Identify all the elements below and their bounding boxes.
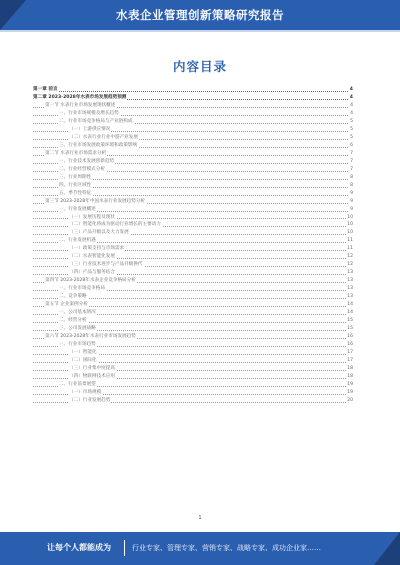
toc-entry-page: 13 xyxy=(347,286,353,292)
toc-entry-page: 7 xyxy=(350,158,353,164)
toc-entry-page: 17 xyxy=(347,349,353,355)
toc-entry-page: 11 xyxy=(347,246,353,252)
footer-accent xyxy=(374,532,400,565)
toc-entry-page: 18 xyxy=(347,365,353,371)
toc-entry-title: 一、行业市场竞争格局 xyxy=(59,286,105,292)
toc-entry-page: 15 xyxy=(347,326,353,332)
toc-entry-page: 7 xyxy=(350,150,353,156)
toc-entry-title: （二）行业发展趋势 xyxy=(69,397,111,403)
toc-entry-page: 19 xyxy=(347,389,353,395)
toc-entry[interactable] xyxy=(33,309,353,317)
toc-entry-title: 一、公司基本情况 xyxy=(59,310,96,316)
toc-entry-page: 6 xyxy=(350,142,353,148)
toc-entry-title: （二）水表智能化发展 xyxy=(69,254,115,260)
toc-heading: 内容目录 xyxy=(172,59,227,74)
toc-entry-title: （三）产品升级以及大力发展 xyxy=(69,230,129,236)
toc-entry-title: 第一节 水表行业市场发展现状概述 xyxy=(45,102,116,108)
toc-entry-title: 第六节 2023-2028年水表行业市场发展趋势 xyxy=(45,334,136,340)
toc-entry[interactable] xyxy=(33,166,353,174)
toc-entry-page: 13 xyxy=(347,278,353,284)
toc-entry[interactable] xyxy=(33,333,353,341)
toc-entry-page: 15 xyxy=(347,318,353,324)
toc-entry-title: 二、竞争策略 xyxy=(59,294,87,300)
toc-entry-title: （一）市场规模 xyxy=(69,389,102,395)
toc-entry[interactable] xyxy=(33,158,353,166)
toc-entry-title: 三、行业市场发展政策环境和政策影响 xyxy=(59,142,138,148)
toc-entry[interactable] xyxy=(33,373,353,381)
toc-entry-page: 4 xyxy=(350,102,353,108)
toc-entry[interactable] xyxy=(33,397,353,405)
toc-entry[interactable] xyxy=(33,237,353,245)
toc-entry[interactable] xyxy=(33,110,353,118)
toc-entry-page: 9 xyxy=(350,206,353,212)
toc-entry-title: 二、经营分析 xyxy=(59,318,87,324)
toc-entry[interactable] xyxy=(33,94,353,102)
toc-entry-title: 第五节 企业案例分析 xyxy=(45,302,88,308)
document-title: 水表企业管理创新策略研究报告 xyxy=(116,8,284,22)
toc-entry-title: （一）政策支持与市场需求 xyxy=(69,246,125,252)
toc-entry-title: 二、行业前景展望 xyxy=(59,381,96,387)
toc-entry-page: 12 xyxy=(347,262,353,268)
toc-entry-page: 10 xyxy=(347,214,353,220)
toc-entry-title: （三）行业集中度提高 xyxy=(69,365,115,371)
toc-entry[interactable] xyxy=(33,341,353,349)
toc-entry-title: 一、行业发展概述 xyxy=(59,206,96,212)
toc-entry-page: 10 xyxy=(347,230,353,236)
toc-entry-page: 13 xyxy=(347,294,353,300)
footer-divider xyxy=(124,540,125,556)
toc-entry-page: 20 xyxy=(347,397,353,403)
toc-entry-page: 4 xyxy=(349,94,353,100)
toc-entry-page: 11 xyxy=(347,238,353,244)
footer-roles: 行业专家、管理专家、营销专家、战略专家、成功企业家…… xyxy=(132,544,321,552)
toc-entry[interactable] xyxy=(33,214,353,222)
toc-entry-page: 12 xyxy=(347,254,353,260)
toc-entry[interactable] xyxy=(33,269,353,277)
toc-entry[interactable] xyxy=(33,182,353,190)
toc-entry-page: 16 xyxy=(347,342,353,347)
toc-entry[interactable] xyxy=(33,261,353,269)
toc-entry-title: （二）国际化 xyxy=(69,357,97,363)
toc-entry[interactable] xyxy=(33,102,353,110)
toc-entry-title: （三）行业技术进步与产品升级换代 xyxy=(69,262,143,268)
toc-entry[interactable] xyxy=(33,174,353,182)
toc-entry-title: 一、行业市场趋势 xyxy=(59,342,96,347)
toc-entry-page: 9 xyxy=(350,198,353,204)
toc-entry-page: 13 xyxy=(347,270,353,276)
toc-entry[interactable] xyxy=(33,293,353,301)
toc-entry-title: （四）产品与服务结合 xyxy=(69,270,115,276)
toc-entry-title: 三、行业周期性 xyxy=(59,174,92,180)
toc-entry[interactable] xyxy=(33,198,353,206)
toc-entry[interactable] xyxy=(33,221,353,229)
toc-entry-page: 5 xyxy=(350,126,353,132)
toc-entry[interactable] xyxy=(33,142,353,150)
toc-entry[interactable] xyxy=(33,118,353,126)
toc-entry-title: 第一章 前言 xyxy=(33,87,58,92)
toc-entry[interactable] xyxy=(33,317,353,325)
toc-entry-page: 8 xyxy=(350,182,353,188)
toc-entry-title: 五、季节性特征 xyxy=(59,190,92,196)
toc-entry-title: 四、行业区域性 xyxy=(59,182,92,188)
toc-entry[interactable] xyxy=(33,245,353,253)
toc-entry-title: （二）智能化将成为驱动行业增长的主要动力 xyxy=(69,222,161,228)
toc-entry-title: 三、公司发展战略 xyxy=(59,326,96,332)
toc-entry[interactable] xyxy=(33,301,353,309)
table-of-contents xyxy=(33,86,353,405)
toc-entry[interactable] xyxy=(33,126,353,134)
header-divider xyxy=(0,30,400,32)
toc-entry-title: 第二节 水表行业市场需求分析 xyxy=(45,150,107,156)
toc-entry-page: 14 xyxy=(347,310,353,316)
toc-entry-page: 4 xyxy=(349,87,353,92)
toc-entry-page: 7 xyxy=(350,166,353,172)
toc-entry[interactable] xyxy=(33,325,353,333)
toc-entry-page: 10 xyxy=(347,222,353,228)
toc-entry[interactable] xyxy=(33,365,353,373)
toc-entry-title: 一、行业技术发展创新趋势 xyxy=(59,158,115,164)
toc-entry-title: 二、行业发展机遇 xyxy=(59,238,96,244)
toc-entry[interactable] xyxy=(33,285,353,293)
toc-entry-title: 第二章 2023-2028年水表市场发展趋势预测 xyxy=(33,94,127,100)
toc-entry[interactable] xyxy=(33,253,353,261)
toc-entry-page: 9 xyxy=(350,190,353,196)
toc-entry-title: 第三节 2023-2028年中国水表行业发展趋势分析 xyxy=(45,198,146,204)
page-number: 1 xyxy=(198,515,202,521)
toc-entry-title: 二、行业经营模式分析 xyxy=(59,166,105,172)
toc-entry-page: 16 xyxy=(347,334,353,340)
toc-entry-page: 8 xyxy=(350,174,353,180)
toc-entry-title: 第四节 2023-2028年水表企业竞争格局分析 xyxy=(45,278,136,284)
toc-entry[interactable] xyxy=(33,381,353,389)
toc-entry[interactable] xyxy=(33,389,353,397)
toc-entry-title: （一）智能化 xyxy=(69,349,97,355)
toc-entry[interactable] xyxy=(33,134,353,142)
toc-entry[interactable] xyxy=(33,190,353,198)
toc-entry-title: 一、行业市场规模及增长趋势 xyxy=(59,110,119,116)
toc-entry-page: 17 xyxy=(347,357,353,363)
toc-entry-title: 二、行业市场竞争格局与产业链构成 xyxy=(59,118,133,124)
toc-entry[interactable] xyxy=(33,357,353,365)
toc-entry-page: 19 xyxy=(347,381,353,387)
toc-entry[interactable] xyxy=(33,86,353,94)
toc-entry-page: 14 xyxy=(347,302,353,308)
toc-leader-dots xyxy=(33,91,348,92)
toc-entry[interactable] xyxy=(33,150,353,158)
toc-entry-page: 5 xyxy=(350,118,353,124)
toc-entry-title: （一）上游供应情况 xyxy=(69,126,111,132)
toc-entry-title: （二）水表行业行业中游产业发展 xyxy=(69,134,138,140)
toc-entry-page: 18 xyxy=(347,373,353,379)
toc-entry-title: （四）物联网技术应用 xyxy=(69,373,115,379)
toc-entry-page: 5 xyxy=(350,134,353,140)
toc-entry-page: 4 xyxy=(350,110,353,116)
toc-entry[interactable] xyxy=(33,277,353,285)
toc-entry[interactable] xyxy=(33,229,353,237)
toc-entry-title: （一）发展历程及现状 xyxy=(69,214,115,220)
toc-entry[interactable] xyxy=(33,206,353,214)
footer-slogan: 让每个人都能成为 xyxy=(47,543,111,552)
toc-entry[interactable] xyxy=(33,349,353,357)
